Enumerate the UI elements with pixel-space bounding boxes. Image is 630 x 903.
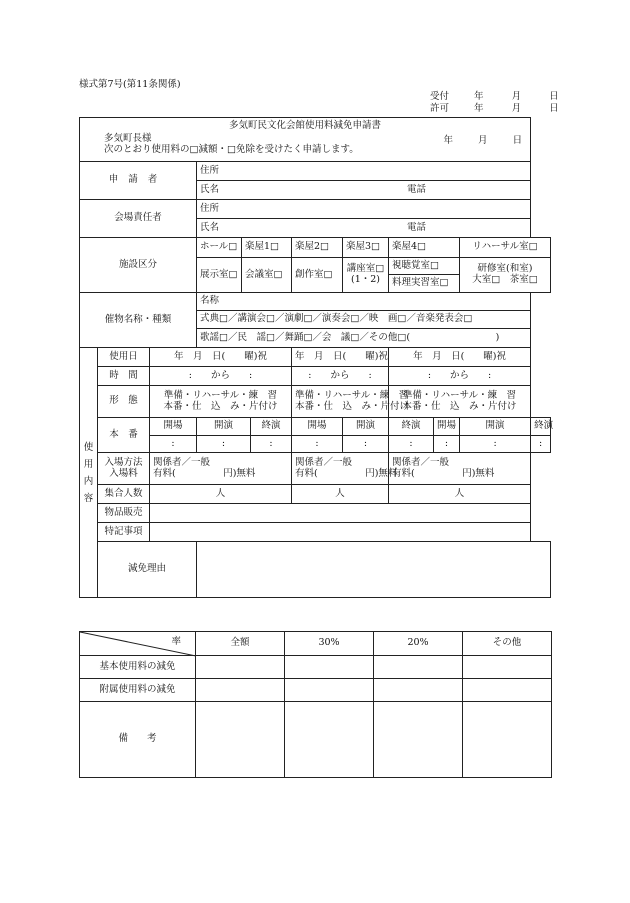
rate-row-attached: 附属使用料の減免 — [80, 679, 196, 702]
main-start-3: 開演 — [460, 418, 531, 436]
rate-table — [79, 631, 552, 778]
usage-side-char: 使 — [83, 441, 94, 453]
admission-line: 関係者／一般 — [392, 456, 450, 468]
main-start-time-2[interactable]: : — [343, 436, 389, 453]
remarks-cell[interactable] — [196, 702, 285, 778]
main-open-time-1[interactable]: : — [150, 436, 197, 453]
permit-day: 日 — [549, 103, 559, 114]
form-number: 様式第7号(第11条関係) — [79, 79, 181, 90]
applicant-phone-label: 電話 — [407, 183, 427, 195]
usage-attendance-label: 集合人数 — [98, 485, 150, 504]
rate-cell[interactable] — [285, 656, 374, 679]
permit-label: 許可 — [430, 103, 450, 114]
main-open-3: 開場 — [434, 418, 460, 436]
main-open-time-2[interactable]: : — [292, 436, 343, 453]
usage-admission-1[interactable] — [150, 453, 292, 485]
usage-form-line: 準備・リハーサル・練 習 — [163, 389, 278, 401]
reduction-reason-field[interactable] — [197, 542, 551, 598]
rate-head-30: 30% — [285, 632, 374, 656]
usage-date-3[interactable]: 年 月 日( 曜)祝 — [389, 348, 531, 367]
admission-label-line: 入場料 — [109, 467, 138, 479]
event-types-2[interactable]: 歌謡□／民 謡□／舞踊□／会 議□／その他□( ) — [197, 329, 531, 348]
facility-research-sub: 大室□ 茶室□ — [472, 274, 538, 285]
remarks-cell[interactable] — [463, 702, 552, 778]
facility-dressing1[interactable]: 楽屋1□ — [242, 238, 292, 258]
usage-form-line: 本番・仕 込 み・片付け — [295, 400, 410, 412]
receipt-year: 年 — [474, 91, 484, 102]
usage-form-line: 本番・仕 込 み・片付け — [163, 400, 278, 412]
applicant-address[interactable]: 住所 — [197, 162, 531, 181]
permit-month: 月 — [511, 103, 522, 114]
rate-head-full: 全額 — [196, 632, 285, 656]
event-label: 催物名称・種類 — [80, 293, 197, 348]
admission-line: 有料( 円)無料 — [392, 467, 495, 479]
rate-remarks-label: 備 考 — [80, 702, 196, 778]
receipt-day: 日 — [549, 91, 559, 102]
usage-form-line: 準備・リハーサル・練 習 — [402, 389, 517, 401]
facility-dressing2[interactable]: 楽屋2□ — [292, 238, 343, 258]
usage-attendance-3[interactable]: 人 — [389, 485, 531, 504]
receipt-label: 受付 — [430, 91, 450, 102]
rate-corner — [80, 632, 196, 656]
addressee: 多気町長様 — [104, 132, 152, 144]
main-open-2: 開場 — [292, 418, 343, 436]
facility-label: 施設区分 — [80, 238, 197, 293]
date-day: 日 — [512, 135, 523, 146]
venue-manager-name-label: 氏名 — [200, 221, 220, 233]
usage-time-3[interactable]: : から : — [389, 367, 531, 386]
remarks-cell[interactable] — [374, 702, 463, 778]
permit-row — [430, 104, 559, 115]
main-end-3: 終演 — [531, 418, 551, 436]
application-table — [79, 117, 554, 598]
usage-form-line: 本番・仕 込 み・片付け — [402, 400, 517, 412]
usage-date-2[interactable]: 年 月 日( 曜)祝 — [292, 348, 389, 367]
main-open-time-3[interactable]: : — [434, 436, 460, 453]
remarks-cell[interactable] — [285, 702, 374, 778]
rate-row-basic: 基本使用料の減免 — [80, 656, 196, 679]
facility-research-label: 研修室(和室) — [477, 263, 533, 275]
usage-time-2[interactable]: : から : — [292, 367, 389, 386]
facility-hall[interactable]: ホール□ — [197, 238, 242, 258]
facility-cooking[interactable]: 料理実習室□ — [389, 275, 460, 293]
applicant-label: 申請者 — [80, 162, 197, 200]
facility-lecture-label: 講座室□ — [346, 263, 385, 275]
facility-lecture[interactable] — [343, 258, 389, 293]
facility-creation[interactable]: 創作室□ — [292, 258, 343, 293]
admission-label-line: 入場方法 — [104, 456, 143, 468]
rate-cell[interactable] — [196, 656, 285, 679]
facility-exhibit[interactable]: 展示室□ — [197, 258, 242, 293]
rate-head-other: その他 — [463, 632, 552, 656]
usage-date-label: 使用日 — [98, 348, 150, 367]
reduction-reason-label: 減免理由 — [98, 542, 197, 598]
rate-cell[interactable] — [374, 679, 463, 702]
main-end-time-2[interactable]: : — [389, 436, 434, 453]
admission-line: 有料( 円)無料 — [153, 467, 256, 479]
main-open-1: 開場 — [150, 418, 197, 436]
permit-year: 年 — [474, 103, 484, 114]
rate-cell[interactable] — [463, 656, 552, 679]
usage-notes-field[interactable] — [150, 523, 531, 542]
venue-manager-label: 会場責任者 — [80, 200, 197, 238]
main-end-1: 終演 — [251, 418, 292, 436]
usage-admission-3[interactable] — [389, 453, 531, 485]
rate-head-20: 20% — [374, 632, 463, 656]
usage-time-label: 時 間 — [98, 367, 150, 386]
facility-av[interactable]: 視聴覚室□ — [389, 258, 460, 275]
rate-cell[interactable] — [374, 656, 463, 679]
facility-research[interactable] — [460, 258, 551, 293]
usage-side-char: 容 — [83, 492, 94, 504]
applicant-name-label: 氏名 — [200, 183, 220, 195]
usage-side-char: 内 — [83, 475, 94, 487]
event-name[interactable]: 名称 — [197, 293, 531, 311]
usage-notes-label: 特記事項 — [98, 523, 150, 542]
main-start-1: 開演 — [197, 418, 251, 436]
facility-lecture-sub: (1・2) — [350, 274, 380, 285]
main-start-time-3[interactable]: : — [460, 436, 531, 453]
intro-text: 次のとおり使用料の□減額・□免除を受けたく申請します。 — [104, 143, 359, 155]
main-end-2: 終演 — [389, 418, 434, 436]
date-month: 月 — [478, 135, 488, 146]
usage-date-1[interactable]: 年 月 日( 曜)祝 — [150, 348, 292, 367]
usage-main-label: 本 番 — [98, 418, 150, 453]
usage-form-1[interactable] — [150, 386, 292, 418]
usage-time-1[interactable]: : から : — [150, 367, 292, 386]
venue-manager-address[interactable]: 住所 — [197, 200, 531, 219]
application-date — [444, 136, 523, 147]
rate-corner-label: 率 — [171, 636, 181, 647]
facility-rehearsal[interactable]: リハーサル室□ — [460, 238, 551, 258]
admission-line: 有料( 円)無料 — [295, 467, 398, 479]
usage-form-label: 形 態 — [98, 386, 150, 418]
event-types-1[interactable]: 式典□／講演会□／演劇□／演奏会□／映 画□／音楽発表会□ — [197, 311, 531, 329]
main-end-time-1[interactable]: : — [251, 436, 292, 453]
usage-admission-2[interactable] — [292, 453, 398, 485]
main-start-2: 開演 — [343, 418, 389, 436]
usage-side-char: 用 — [83, 458, 94, 470]
main-end-time-3[interactable]: : — [531, 436, 551, 453]
form-title: 多気町民文化会館使用料減免申請書 — [229, 120, 382, 131]
usage-sales-field[interactable] — [150, 504, 531, 523]
usage-attendance-2[interactable]: 人 — [292, 485, 389, 504]
rate-cell[interactable] — [285, 679, 374, 702]
rate-cell[interactable] — [463, 679, 552, 702]
usage-form-line: 準備・リハーサル・練 習 — [295, 389, 409, 401]
venue-manager-name[interactable] — [197, 219, 531, 238]
main-start-time-1[interactable]: : — [197, 436, 251, 453]
admission-line: 関係者／一般 — [295, 456, 353, 468]
receipt-month: 月 — [511, 91, 522, 102]
admission-line: 関係者／一般 — [153, 456, 211, 468]
receipt-row — [430, 92, 559, 103]
date-year: 年 — [443, 135, 454, 146]
usage-admission-label — [98, 453, 150, 485]
rate-cell[interactable] — [196, 679, 285, 702]
usage-side-label — [80, 348, 98, 598]
facility-dressing4[interactable]: 楽屋4□ — [389, 238, 460, 258]
usage-sales-label: 物品販売 — [98, 504, 150, 523]
facility-dressing3[interactable]: 楽屋3□ — [343, 238, 389, 258]
applicant-name[interactable] — [197, 181, 531, 200]
usage-attendance-1[interactable]: 人 — [150, 485, 292, 504]
facility-meeting[interactable]: 会議室□ — [242, 258, 292, 293]
usage-form-2[interactable] — [292, 386, 410, 418]
usage-form-3[interactable] — [389, 386, 531, 418]
venue-manager-phone-label: 電話 — [407, 221, 427, 233]
